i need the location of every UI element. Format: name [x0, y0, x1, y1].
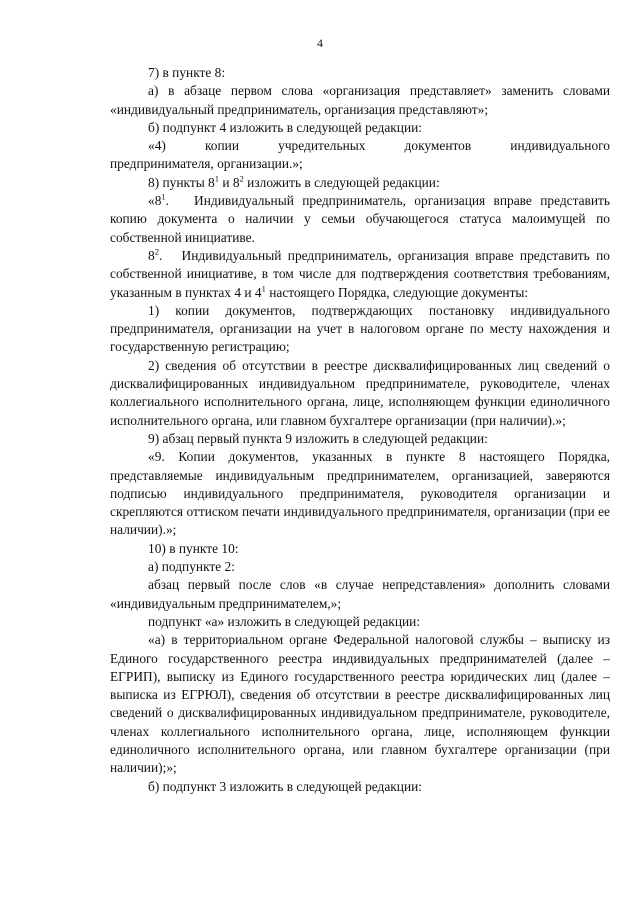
text-run: подпункт «а» изложить в следующей редакции: — [148, 613, 421, 629]
text-run: . Индивидуальный предприниматель, организация вправе представить копию документа о наличии у семьи обучающегося статуса малоимущей по собственной инициативе. — [110, 193, 610, 245]
text-run: а) в абзаце первом слова «организация представляет» заменить словами «индивидуальный предприниматель, организация представляют»; — [110, 83, 610, 117]
text-run: изложить в следующей редакции: — [243, 174, 440, 190]
paragraph — [110, 192, 610, 247]
text-run: «8 — [148, 193, 162, 209]
superscript: 2 — [154, 246, 159, 257]
paragraph — [110, 357, 610, 430]
text-run: б) подпункт 4 изложить в следующей редакции: — [148, 119, 423, 135]
paragraph — [110, 613, 610, 631]
paragraph — [110, 247, 610, 302]
superscript: 1 — [161, 191, 166, 202]
paragraph — [110, 82, 610, 119]
text-run: абзац первый после слов «в случае непредставления» дополнить словами «индивидуальным предпринимателем,»; — [110, 577, 610, 611]
text-run: 10) в пункте 10: — [148, 540, 239, 556]
paragraph — [110, 558, 610, 576]
paragraph — [110, 302, 610, 357]
text-run: . Индивидуальный предприниматель, организация вправе представить по собственной инициативе, в том числе для подтверждения соответствия требованиям, указанным в пунктах 4 и 4 — [110, 247, 610, 300]
document-body — [110, 64, 610, 796]
paragraph — [110, 540, 610, 558]
superscript: 1 — [214, 173, 220, 184]
paragraph — [110, 119, 610, 137]
text-run: 1) копии документов, подтверждающих постановку индивидуального предпринимателя, организации на учет в налоговом органе по месту нахождения и государственную регистрацию; — [110, 302, 610, 355]
text-run: «а) в территориальном органе Федеральной налоговой службы – выписку из Единого государственного реестра индивидуальных предпринимателей (далее – ЕГРИП), выписку из Единого государственного реестра юридических лиц (далее – выписка из ЕГРЮЛ), сведения об отсутствии в реестре дисквалифицированных лиц сведений о дисквалифицированных индивидуальном предпринимателе, руководителе, членах коллегиального исполнительного органа, лице, исполняющем функции единоличного исполнительного органа, или главном бухгалтере организации (при наличии);»; — [110, 632, 610, 776]
superscript: 2 — [239, 173, 244, 184]
text-run: «9. Копии документов, указанных в пункте 8 настоящего Порядка, представляемые индивидуальным предпринимателем, организацией, заверяются подписью индивидуального предпринимателя, руководителя организации и скрепляются оттиском печати индивидуального предпринимателя, организации (при ее наличии).»; — [110, 449, 610, 538]
text-run: настоящего Порядка, следующие документы: — [265, 284, 529, 300]
paragraph — [110, 430, 610, 448]
paragraph — [110, 448, 610, 539]
page-number: 4 — [317, 36, 323, 50]
paragraph — [110, 576, 610, 613]
text-run: а) подпункте 2: — [148, 559, 235, 575]
text-run: и 8 — [219, 174, 240, 190]
text-run: 9) абзац первый пункта 9 изложить в следующей редакции: — [148, 430, 488, 446]
superscript: 1 — [261, 283, 266, 294]
text-run: 2) сведения об отсутствии в реестре дисквалифицированных лиц сведений о дисквалифицированных индивидуальном предпринимателе, руководителе, членах коллегиального исполнительного органа, лице, исполняющем функции единоличного исполнительного органа, или главном бухгалтере организации (при наличии).»; — [110, 357, 610, 428]
text-run: 8 — [148, 247, 155, 263]
paragraph — [110, 631, 610, 777]
text-run: б) подпункт 3 изложить в следующей редакции: — [148, 778, 423, 794]
paragraph — [110, 64, 610, 82]
text-run: «4) копии учредительных документов индивидуального предпринимателя, организации.»; — [110, 138, 610, 172]
text-run: 7) в пункте 8: — [148, 65, 226, 80]
text-run: 8) пункты 8 — [148, 174, 215, 190]
paragraph — [110, 137, 610, 174]
paragraph — [110, 778, 610, 796]
paragraph — [110, 174, 610, 192]
